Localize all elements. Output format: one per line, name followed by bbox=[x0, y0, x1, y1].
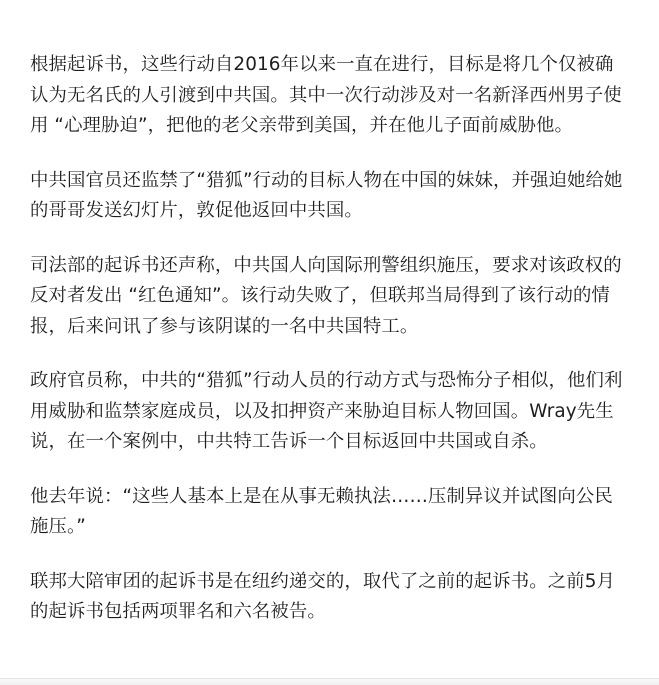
paragraph-4: 政府官员称，中共的“猎狐”行动人员的行动方式与恐怖分子相似，他们利用威胁和监禁家庭成员，以及扣押资产来胁迫目标人物回国。Wray先生说，在一个案例中，中共特工告诉一个目标返回中共国或自杀。 bbox=[30, 370, 623, 452]
paragraph-2: 中共国官员还监禁了“猎狐”行动的目标人物在中国的妹妹，并强迫她给她的哥哥发送幻灯片，敦促他返回中共国。 bbox=[30, 169, 623, 221]
paragraph-6: 联邦大陪审团的起诉书是在纽约递交的，取代了之前的起诉书。之前5月的起诉书包括两项罪名和六名被告。 bbox=[30, 570, 616, 622]
paragraph-3: 司法部的起诉书还声称，中共国人向国际刑警组织施压，要求对该政权的反对者发出 “红色通知”。该行动失败了，但联邦当局得到了该行动的情报，后来问讯了参与该阴谋的一名中共国特工。 bbox=[30, 254, 622, 337]
article-body bbox=[30, 50, 630, 652]
paragraph-1: 根据起诉书，这些行动自2016年以来一直在进行，目标是将几个仅被确认为无名氏的人引渡到中共国。其中一次行动涉及对一名新泽西州男子使用 “心理胁迫”，把他的老父亲带到美国，并在他儿子面前威胁他。 bbox=[30, 54, 622, 136]
paragraph-5: 他去年说：“这些人基本上是在从事无赖执法……压制异议并试图向公民施压。” bbox=[30, 485, 613, 537]
bottom-divider bbox=[0, 678, 659, 685]
